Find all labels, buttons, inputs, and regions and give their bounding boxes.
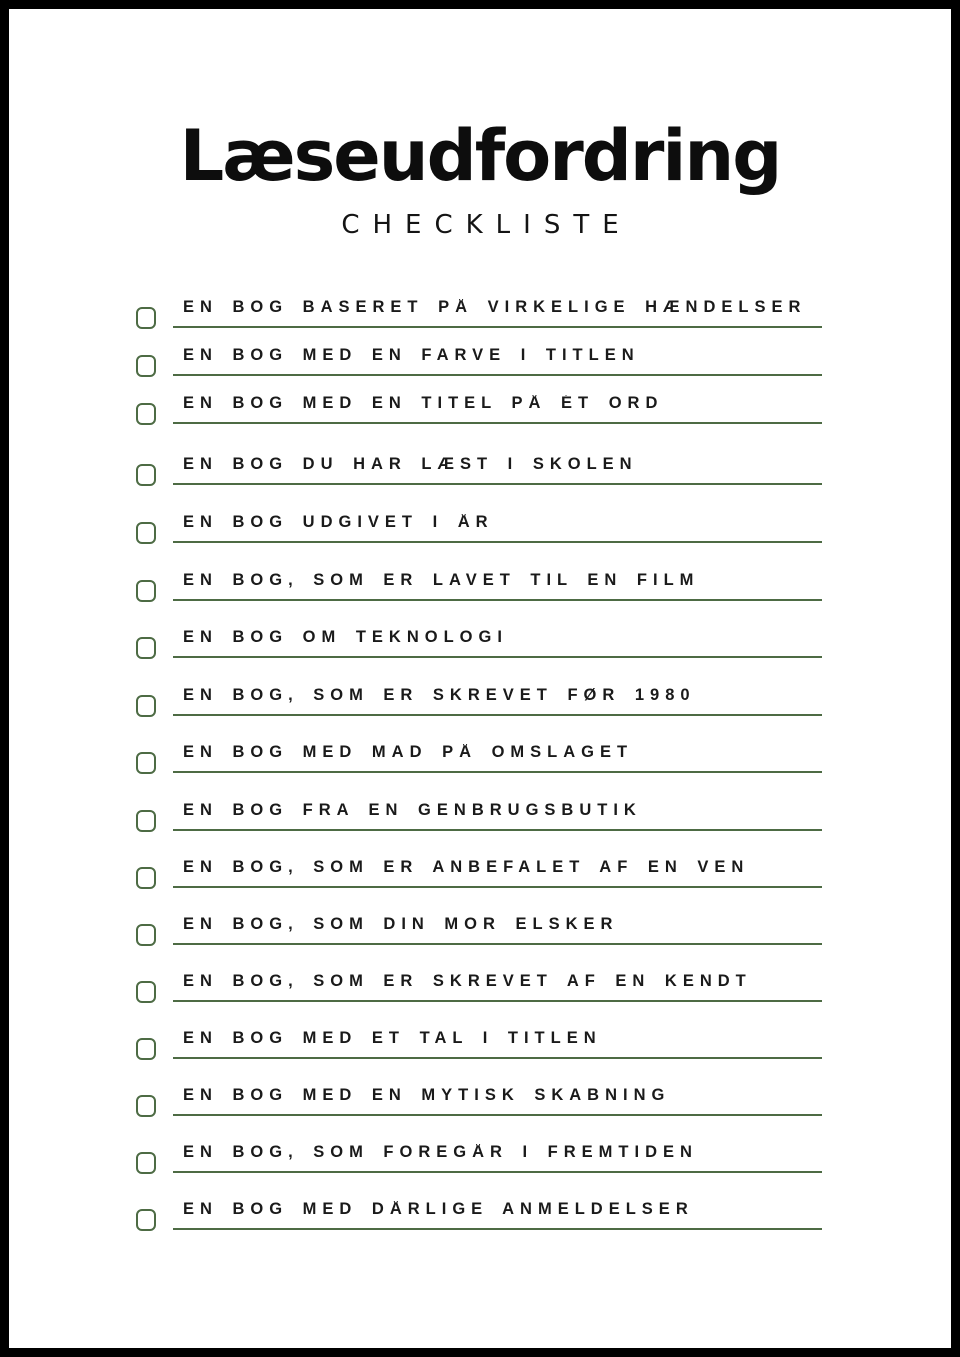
item-label: EN BOG MED ET TAL I TITLEN	[183, 1030, 602, 1047]
checkbox[interactable]	[136, 867, 156, 889]
checklist-item	[136, 376, 822, 424]
poster-background	[9, 9, 951, 1348]
checklist-item	[136, 424, 822, 485]
item-underline	[173, 1030, 822, 1059]
checkbox[interactable]	[136, 522, 156, 544]
item-label: EN BOG DU HAR LÆST I SKOLEN	[183, 456, 638, 473]
item-label: EN BOG, SOM ER LAVET TIL EN FILM	[183, 572, 700, 589]
checkbox[interactable]	[136, 1038, 156, 1060]
item-label: EN BOG MED EN FARVE I TITLEN	[183, 347, 640, 364]
item-underline	[173, 1144, 822, 1173]
item-underline	[173, 916, 822, 945]
checklist-item	[136, 1059, 822, 1116]
item-label: EN BOG, SOM ER SKREVET FØR 1980	[183, 687, 696, 704]
checkbox[interactable]	[136, 1095, 156, 1117]
item-label: EN BOG, SOM ER ANBEFALET AF EN VEN	[183, 859, 750, 876]
checklist-item	[136, 543, 822, 601]
checklist-item	[136, 716, 822, 773]
poster-subtitle: CHECKLISTE	[341, 210, 632, 240]
checklist-item	[136, 601, 822, 658]
item-underline	[173, 859, 822, 888]
item-underline	[173, 395, 822, 424]
item-label: EN BOG FRA EN GENBRUGSBUTIK	[183, 802, 642, 819]
item-underline	[173, 572, 822, 601]
checkbox[interactable]	[136, 637, 156, 659]
item-label: EN BOG MED MAD PÅ OMSLAGET	[183, 744, 634, 761]
item-underline	[173, 1201, 822, 1230]
item-underline	[173, 744, 822, 773]
checklist-item	[136, 485, 822, 543]
item-underline	[173, 629, 822, 658]
item-underline	[173, 299, 822, 328]
item-label: EN BOG MED EN TITEL PÅ ÉT ORD	[183, 395, 664, 412]
checklist-item	[136, 328, 822, 376]
item-label: EN BOG UDGIVET I ÅR	[183, 514, 494, 531]
item-underline	[173, 973, 822, 1002]
checklist-item	[136, 773, 822, 831]
item-label: EN BOG BASERET PÅ VIRKELIGE HÆNDELSER	[183, 299, 807, 316]
checklist-item	[136, 945, 822, 1002]
item-underline	[173, 347, 822, 376]
checklist-item	[136, 1116, 822, 1173]
item-underline	[173, 687, 822, 716]
checklist-item	[136, 831, 822, 888]
checklist	[136, 271, 822, 1230]
checklist-item	[136, 271, 822, 328]
item-label: EN BOG, SOM ER SKREVET AF EN KENDT	[183, 973, 752, 990]
checkbox[interactable]	[136, 403, 156, 425]
checklist-item	[136, 1002, 822, 1059]
item-underline	[173, 514, 822, 543]
checkbox[interactable]	[136, 307, 156, 329]
checklist-item	[136, 658, 822, 716]
checklist-item	[136, 1173, 822, 1230]
checklist-item	[136, 888, 822, 945]
checkbox[interactable]	[136, 981, 156, 1003]
checkbox[interactable]	[136, 580, 156, 602]
item-underline	[173, 1087, 822, 1116]
checkbox[interactable]	[136, 924, 156, 946]
item-label: EN BOG MED DÅRLIGE ANMELDELSER	[183, 1201, 694, 1218]
item-underline	[173, 456, 822, 485]
checkbox[interactable]	[136, 810, 156, 832]
checkbox[interactable]	[136, 1209, 156, 1231]
checkbox[interactable]	[136, 752, 156, 774]
item-label: EN BOG, SOM DIN MOR ELSKER	[183, 916, 619, 933]
item-label: EN BOG OM TEKNOLOGI	[183, 629, 508, 646]
item-underline	[173, 802, 822, 831]
checkbox[interactable]	[136, 355, 156, 377]
checkbox[interactable]	[136, 695, 156, 717]
checkbox[interactable]	[136, 1152, 156, 1174]
poster-title: Læseudfordring	[179, 115, 781, 197]
item-label: EN BOG, SOM FOREGÅR I FREMTIDEN	[183, 1144, 698, 1161]
item-label: EN BOG MED EN MYTISK SKABNING	[183, 1087, 671, 1104]
checkbox[interactable]	[136, 464, 156, 486]
